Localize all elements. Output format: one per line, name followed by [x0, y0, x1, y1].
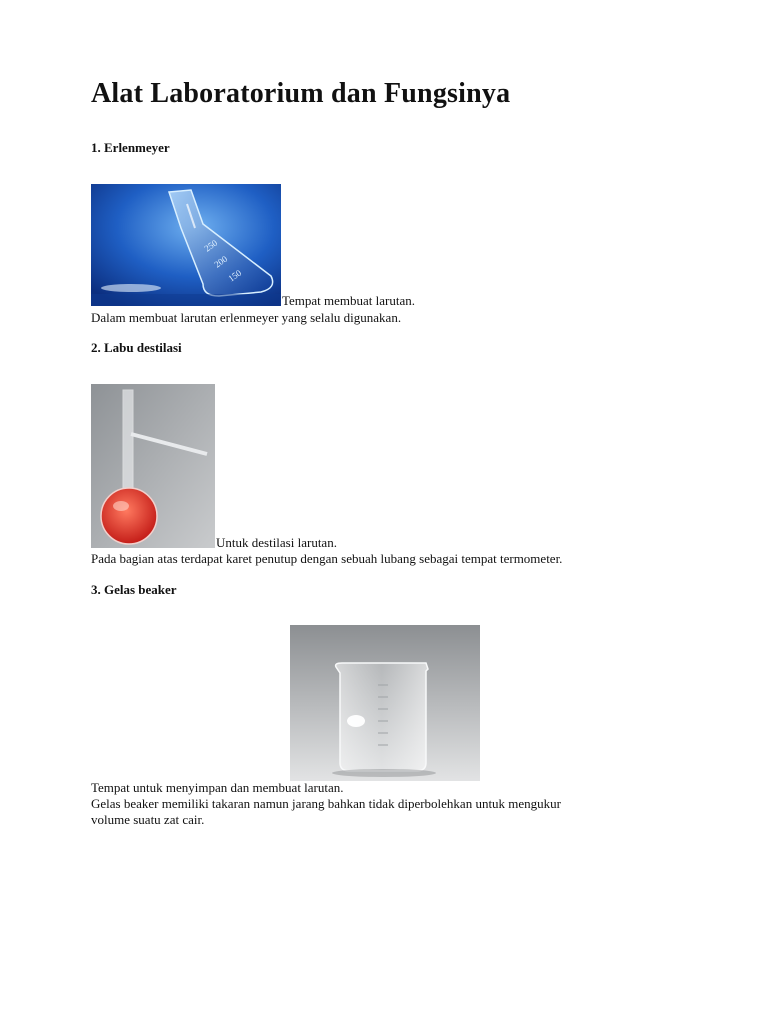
- erlenmeyer-inline-caption: Tempat membuat larutan.: [282, 293, 416, 308]
- distillation-inline-caption: Untuk destilasi larutan.: [216, 535, 337, 550]
- page-title: Alat Laboratorium dan Fungsinya: [91, 78, 511, 109]
- flask-mark-250: 250: [202, 237, 220, 254]
- section-heading-erlenmeyer: 1. Erlenmeyer: [91, 140, 170, 155]
- section-heading-gelas-beaker: 3. Gelas beaker: [91, 582, 177, 597]
- beaker-caption: Tempat untuk menyimpan dan membuat larutan.: [91, 780, 344, 795]
- flask-mark-200: 200: [212, 253, 230, 270]
- section-heading-labu-destilasi: 2. Labu destilasi: [91, 340, 182, 355]
- flask-mark-150: 150: [226, 267, 244, 284]
- distillation-description: Pada bagian atas terdapat karet penutup dengan sebuah lubang sebagai tempat termometer.: [91, 551, 563, 566]
- erlenmeyer-image: [91, 184, 281, 306]
- beaker-description-line1: Gelas beaker memiliki takaran namun jarang bahkan tidak diperbolehkan untuk mengukur: [91, 796, 562, 811]
- distillation-flask-image: [91, 384, 215, 548]
- beaker-description-line2: volume suatu zat cair.: [91, 812, 205, 827]
- erlenmeyer-description: Dalam membuat larutan erlenmeyer yang selalu digunakan.: [91, 310, 402, 325]
- beaker-image: [290, 625, 480, 781]
